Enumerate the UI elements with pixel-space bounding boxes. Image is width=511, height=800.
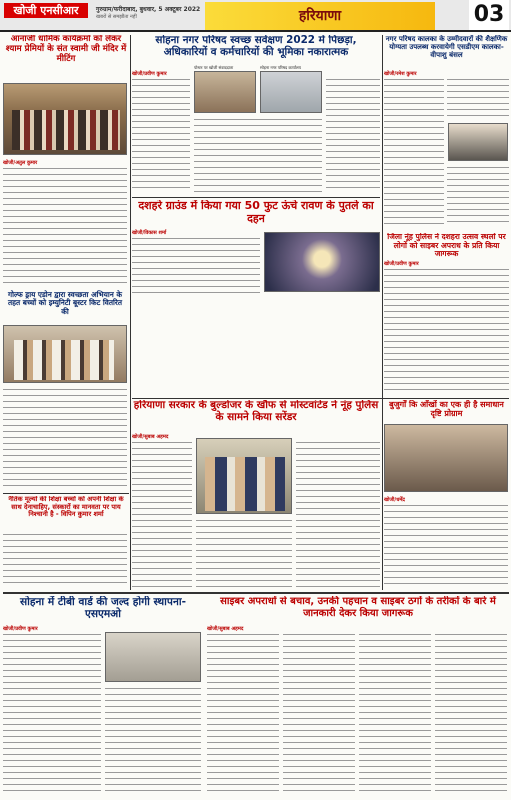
article-11-body-col4 bbox=[435, 632, 507, 796]
newspaper-logo: खोजी एनसीआर bbox=[4, 3, 88, 18]
article-6-photo bbox=[3, 325, 127, 383]
article-10-photo bbox=[105, 632, 201, 682]
column-rule bbox=[130, 35, 131, 590]
article-8-body-col3 bbox=[296, 440, 380, 588]
dateline: गुरुग्राम/फरीदाबाद, बुधवार, 5 अक्टूबर 2022 bbox=[96, 6, 201, 13]
article-2-caption-1: पोस्टर पर खोजी संवाददाता bbox=[194, 65, 234, 70]
divider bbox=[132, 197, 380, 198]
article-5-body bbox=[384, 267, 509, 391]
article-5-headline: जिला नूंह पुलिस ने दशहरा उत्सव स्थलों पर लोगों को साइबर अपराध के प्रति किया जागरूक bbox=[387, 233, 506, 259]
article-3-body-col3 bbox=[447, 165, 509, 227]
article-2-body-col1 bbox=[132, 77, 190, 193]
tagline: खबरों से समझौता नहीं bbox=[96, 14, 137, 20]
right-top bbox=[384, 35, 509, 230]
right-middle bbox=[384, 233, 509, 393]
article-2-photo-1 bbox=[194, 71, 256, 113]
article-3-portrait bbox=[448, 123, 508, 161]
bottom-left bbox=[3, 596, 203, 798]
article-5-byline: खोजी/प्रवीण कुमार bbox=[384, 261, 419, 267]
masthead bbox=[0, 0, 511, 32]
article-1-photo bbox=[3, 83, 127, 155]
police-officers-image bbox=[205, 457, 285, 511]
article-9-headline: बुजुर्गों कि आँखों का एक ही है समाधान दृष्टि प्रोग्राम bbox=[389, 400, 504, 419]
bottom-right bbox=[207, 596, 509, 798]
article-3-body-col1 bbox=[384, 77, 444, 227]
article-2-body-col3 bbox=[326, 77, 380, 193]
article-8-body-col1 bbox=[132, 440, 192, 588]
left-column bbox=[3, 35, 129, 490]
left-lower bbox=[3, 496, 129, 590]
article-11-body-col3 bbox=[359, 632, 431, 796]
article-7-headline: नैतिक मूल्यों की शिक्षा बच्चों को अपनी शिक्षा के साथ देनाचाहिए, संस्कारों का मानवता पर पाय निश्चानी है - विपिन कुमार शर्मा bbox=[8, 496, 124, 519]
article-4-headline: दशहरे ग्राउंड में किया गया 50 फुट ऊंचे रावण के पुतले का दहन bbox=[138, 200, 374, 225]
article-2-headline: सोहना नगर परिषद स्वच्छ सर्वेक्षण 2022 में पिछड़ा, अधिकारियों व कर्मचारियों की भूमिका नकारात्मक bbox=[155, 35, 357, 58]
article-2-body-col2 bbox=[194, 117, 322, 193]
article-3-byline: खोजी/रमेश कुमार bbox=[384, 71, 417, 77]
divider bbox=[3, 592, 509, 594]
article-8-headline: हरियाणा सरकार के बुल्डोजर के खौफ से मोस्टवांटेड ने नूंह पुलिस के सामने किया सरेंडर bbox=[133, 400, 379, 423]
article-1-body bbox=[3, 166, 127, 286]
article-11-byline: खोजी/सुबाब अहमद bbox=[207, 626, 244, 632]
article-11-body-col1 bbox=[207, 632, 279, 796]
article-2-caption-2: सोहना नगर परिषद कार्यालय bbox=[260, 65, 301, 70]
center-lower bbox=[132, 400, 380, 590]
article-3-body-col2 bbox=[447, 77, 509, 121]
section-title: हरियाणा bbox=[205, 2, 435, 30]
students-image bbox=[14, 340, 114, 380]
article-11-body-col2 bbox=[283, 632, 355, 796]
article-9-byline: खोजी/धर्मेंद्र bbox=[384, 497, 405, 503]
article-8-photo bbox=[196, 438, 292, 514]
column-rule bbox=[382, 35, 383, 590]
people-group-image bbox=[12, 110, 120, 150]
center-top bbox=[132, 35, 380, 195]
article-4-photo bbox=[264, 232, 380, 292]
article-7-body bbox=[3, 532, 127, 588]
article-1-headline: आनाजी धार्मिक कार्यक्रमों को लेकर श्याम प्रेमियों के संत स्वामी जी मंदिर में मीटिंग bbox=[5, 35, 127, 64]
page-number: 03 bbox=[469, 0, 509, 30]
article-11-headline: साइबर अपराधों से बचाव, उनकी पहचान व साइबर ठगों के तरीकों के बारे में जानकारी देकर किया जागरूक bbox=[220, 596, 496, 619]
article-8-byline: खोजी/सुबाब अहमद bbox=[132, 434, 169, 440]
divider bbox=[3, 493, 129, 494]
article-4-body bbox=[132, 236, 260, 294]
article-8-body-col2 bbox=[196, 518, 292, 588]
article-2-photo-2 bbox=[260, 71, 322, 113]
right-lower bbox=[384, 400, 509, 590]
article-1-byline: खोजी/अतुल कुमार bbox=[3, 160, 38, 166]
divider bbox=[132, 398, 509, 399]
article-3-headline: नगर परिषद कालका के उम्मीदवारों की शैक्षणिक योग्यता उपलब्ध करवायेगी एसडीएम कालका-वीपाशु बंसल bbox=[385, 35, 508, 60]
article-10-byline: खोजी/प्रवीण कुमार bbox=[3, 626, 38, 632]
article-10-headline: सोहना में टीबी वार्ड की जल्द होगी स्थापना-एसएमओ bbox=[20, 596, 186, 621]
article-9-photo bbox=[384, 424, 508, 492]
article-10-body-col2 bbox=[105, 686, 201, 796]
article-10-body-col1 bbox=[3, 632, 101, 796]
article-2-byline: खोजी/प्रवीण कुमार bbox=[132, 71, 167, 77]
article-9-body bbox=[384, 503, 508, 589]
center-middle bbox=[132, 200, 380, 295]
article-6-headline: गोल्फ ड्राय एडोन द्वारा स्वच्छता अभियान के तहत बच्चों को इम्युनिटी बूस्टर किट वितरित की bbox=[7, 290, 123, 316]
article-4-byline: खोजी/विकास शर्मा bbox=[132, 230, 167, 236]
article-6-body bbox=[3, 387, 127, 487]
